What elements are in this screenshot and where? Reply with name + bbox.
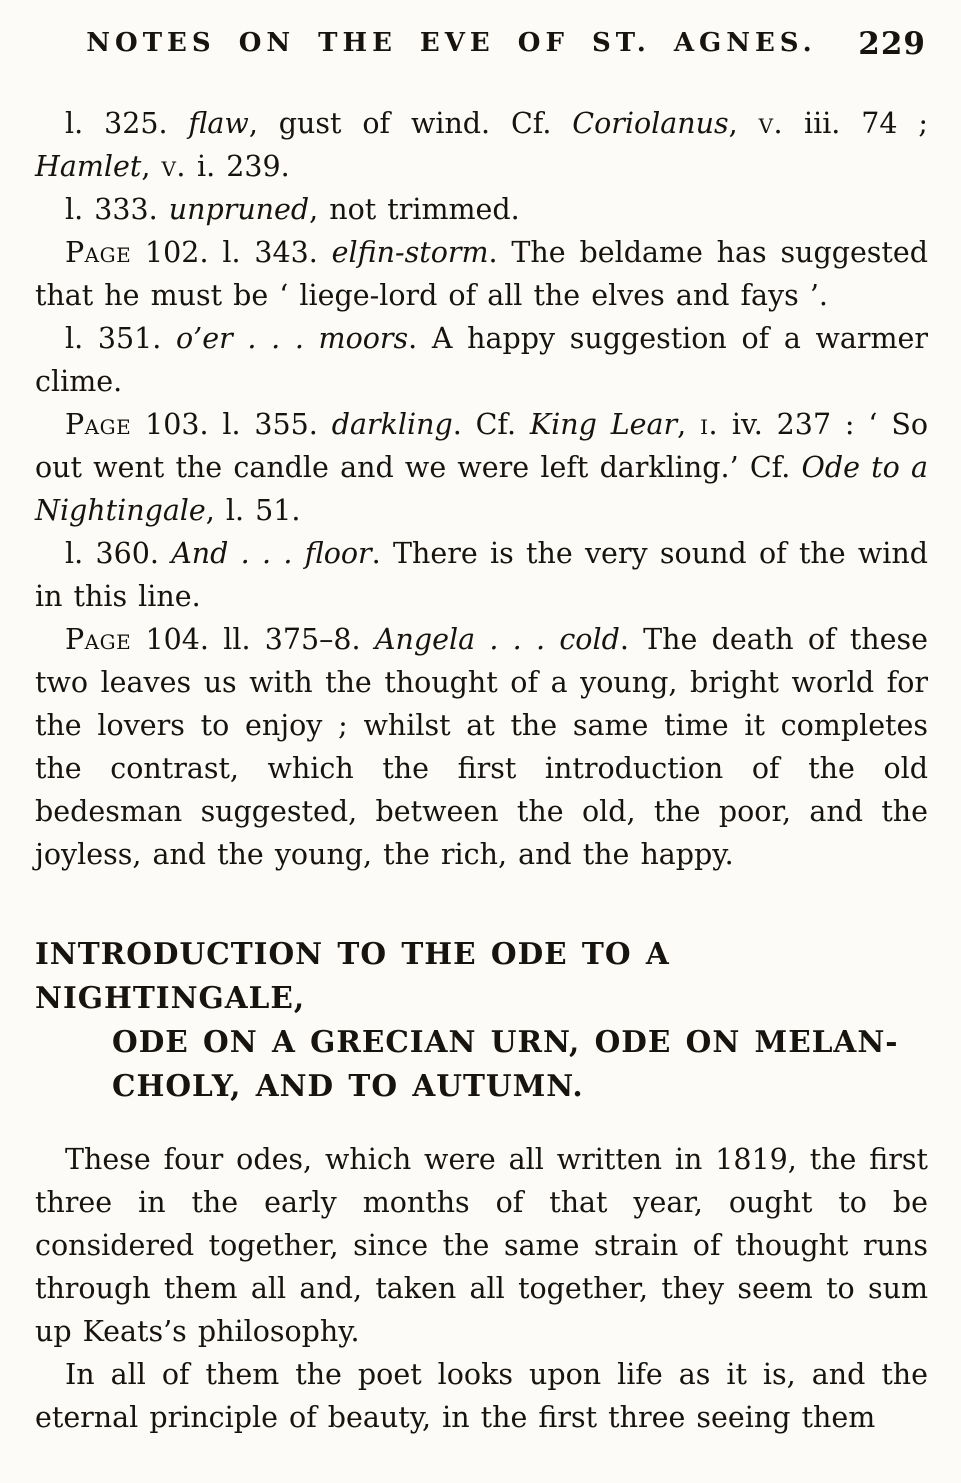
section-heading-line: ODE ON A GRECIAN URN, ODE ON MELAN- [112,1024,899,1059]
note-paragraph: l. 333. unpruned, not trimmed. [65,193,520,226]
intro-paragraph: In all of them the poet looks upon life as it is, and the eternal principle of beauty, in the first three seeing them [35,1358,928,1434]
section-heading-line: CHOLY, AND TO AUTUMN. [112,1068,584,1103]
note-paragraph: l. 325. flaw, gust of wind. Cf. Coriolanus, v. iii. 74 ; Hamlet, v. i. 239. [35,107,929,183]
intro-paragraph: These four odes, which were all written in 1819, the first three in the early months of that year, ought to be considered together, since the same strain of thought runs through them all and, taken all together, they seem to sum up Keats’s philosophy. [35,1143,928,1348]
section-heading-line: INTRODUCTION TO THE ODE TO A NIGHTINGALE, [35,936,670,1015]
note-paragraph: Page 103. l. 355. darkling. Cf. King Lear, i. iv. 237 : ‘ So out went the candle and we were left darkling.’ Cf. Ode to a Nightingale, l. 51. [35,408,928,527]
running-head [35,28,928,68]
note-paragraph: l. 360. And . . . floor. There is the very sound of the wind in this line. [35,537,929,613]
notes-section [35,102,928,876]
section-heading [35,932,928,1108]
page-number: 229 [858,26,926,62]
page-body [35,102,928,1439]
note-paragraph: l. 351. o’er . . . moors. A happy suggestion of a warmer clime. [35,322,929,398]
note-paragraph: Page 102. l. 343. elfin-storm. The beldame has suggested that he must be ‘ liege-lord of all the elves and fays ’. [35,236,928,312]
introduction-section [35,932,928,1439]
note-paragraph: Page 104. ll. 375–8. Angela . . . cold. The death of these two leaves us with the thought of a young, bright world for the lovers to enjoy ; whilst at the same time it completes the contrast, which the first introduction of the old bedesman suggested, between the old, the poor, and the joyless, and the young, the rich, and the happy. [35,623,929,871]
running-title: NOTES ON THE EVE OF ST. AGNES. [86,28,817,58]
